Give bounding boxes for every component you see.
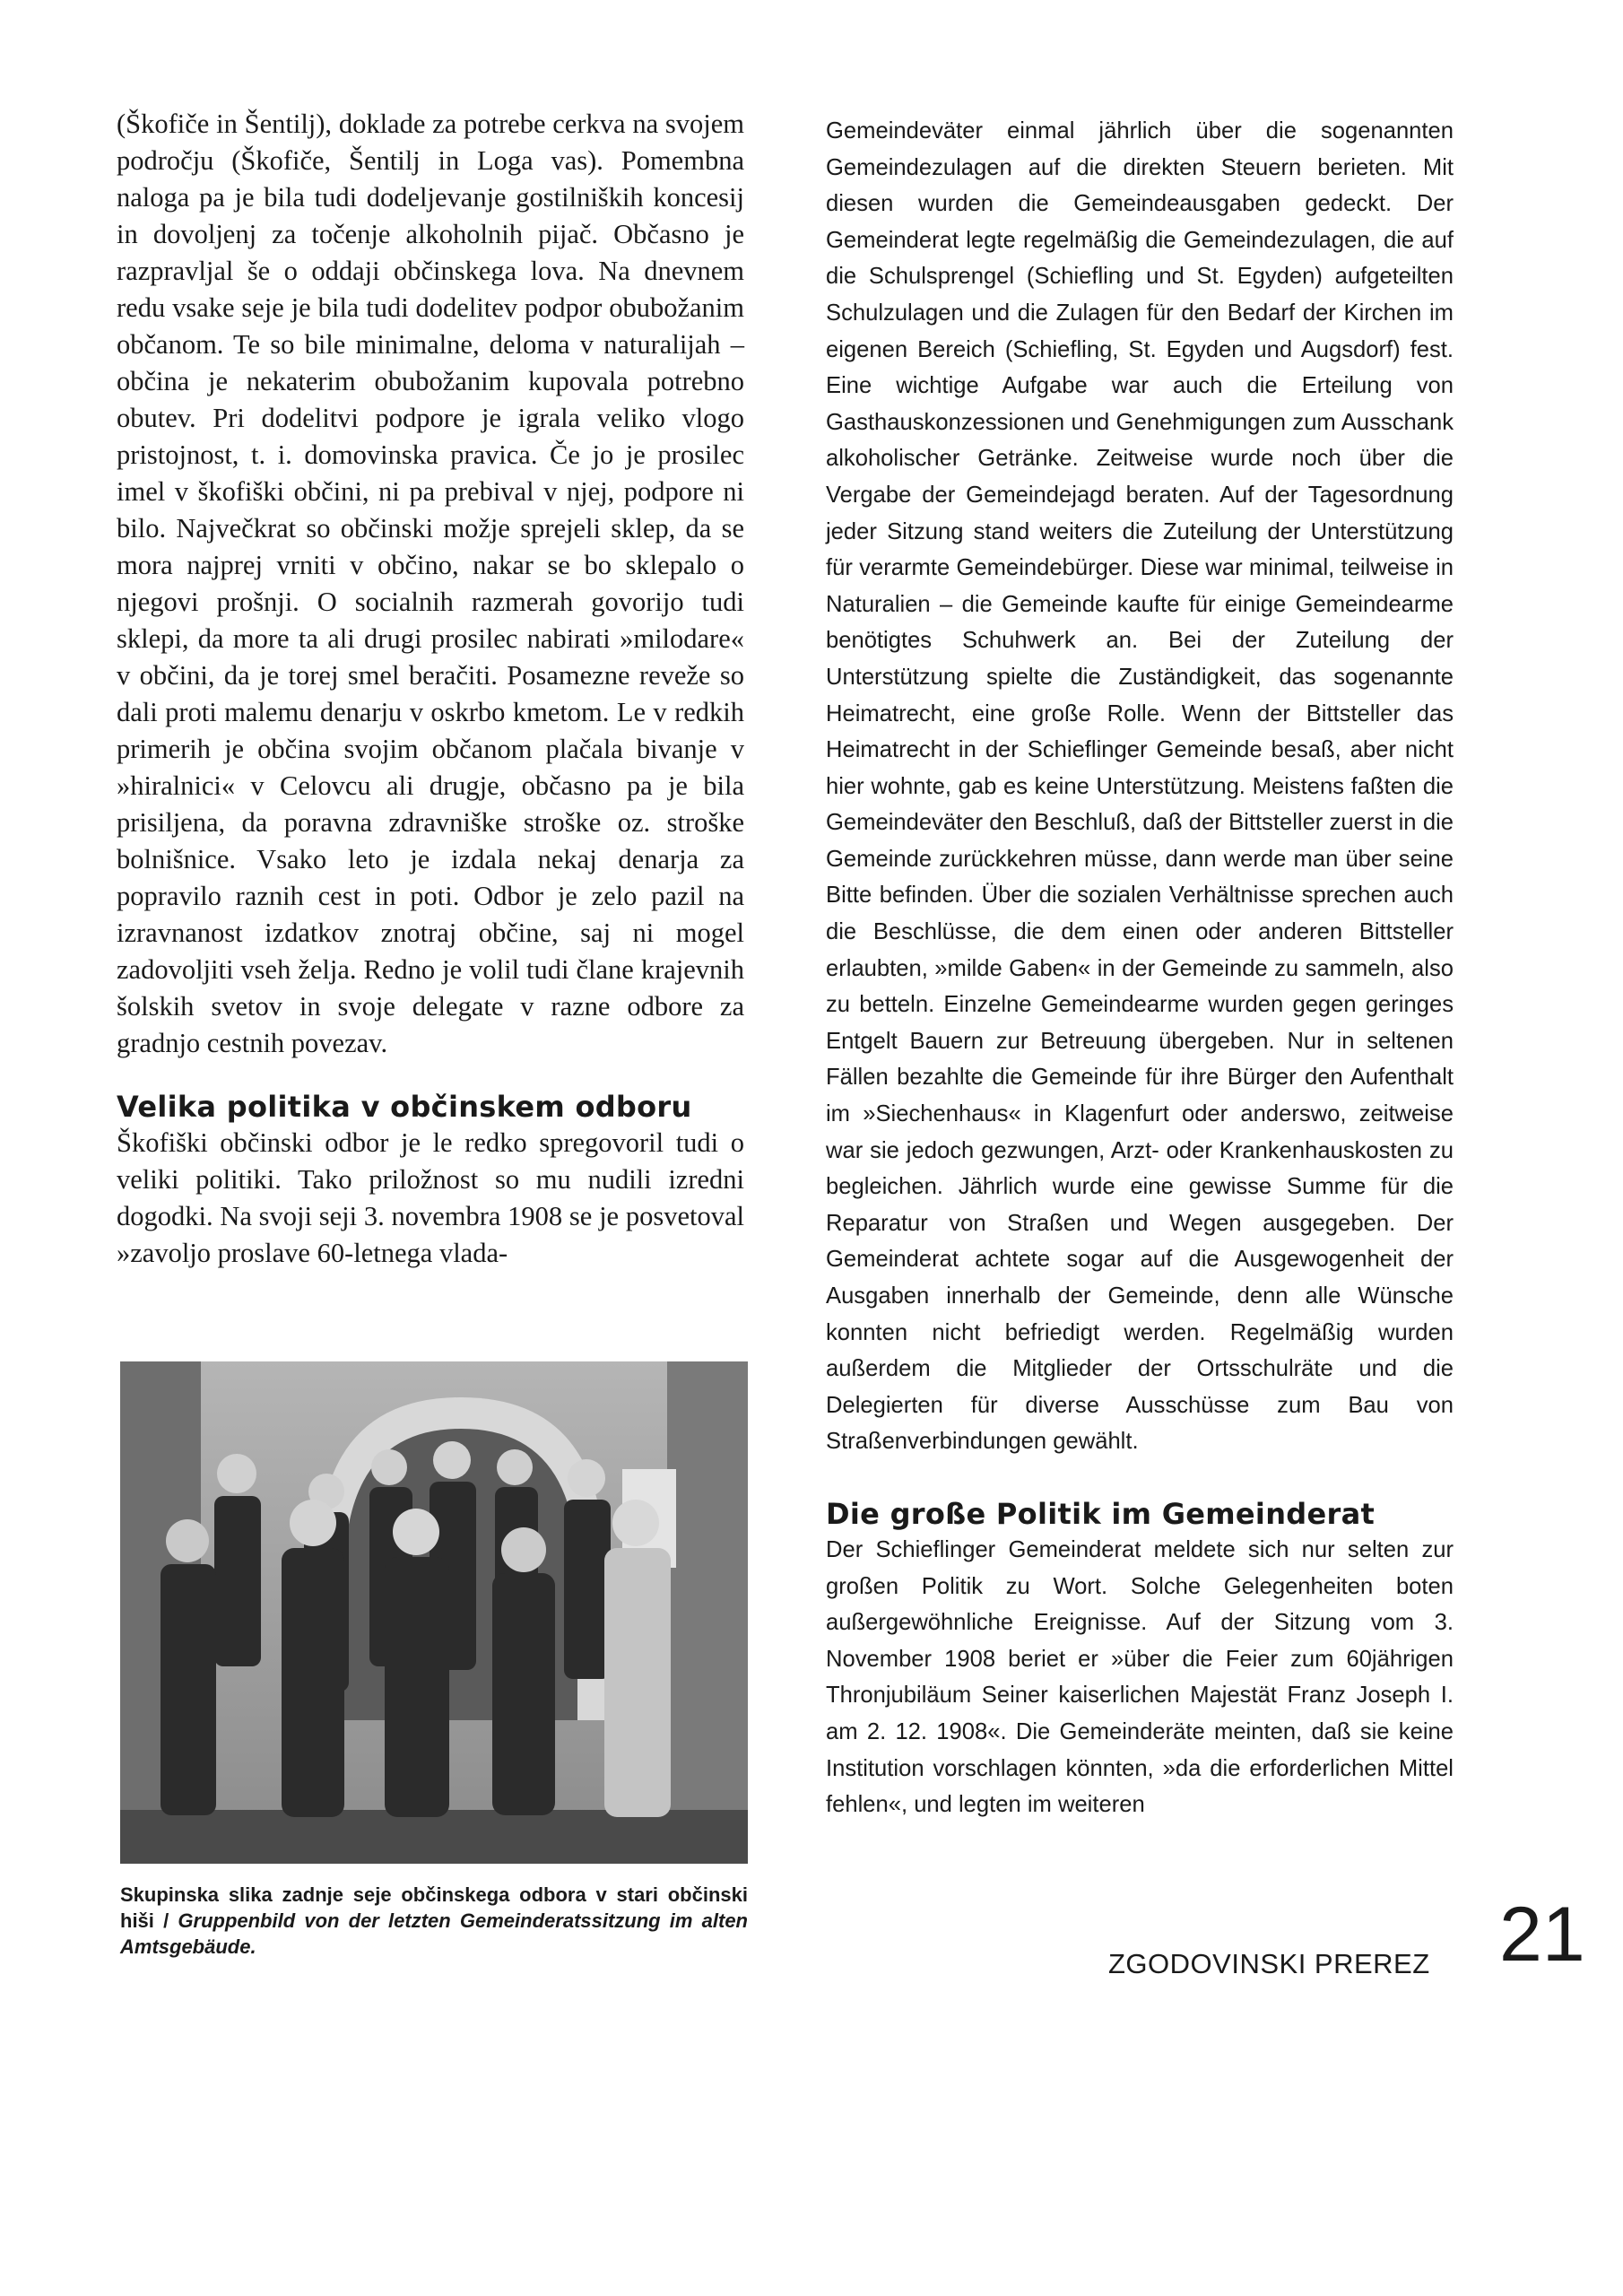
right-paragraph-1: Gemeindeväter einmal jährlich über die sogenannten Gemeindezulagen auf die direkten Steuern berieten. Mit diesen wurden die Gemeindeausgaben gedeckt. Der Gemeinderat legte regelmäßig die Gemeindezulagen, die auf die Schulsprengel (Schiefling und St. Egyden) aufgeteilten Schulzulagen und die Zulagen für den Bedarf der Kirchen im eigenen Bereich (Schiefling, St. Egyden und Augsdorf) fest. Eine wichtige Aufgabe war auch die Erteilung von Gasthauskonzessionen und Genehmigungen zum Ausschank alkoholischer Getränke. Zeitweise wurde noch über die Vergabe der Gemeindejagd beraten. Auf der Tagesordnung jeder Sitzung stand weiters die Zuteilung der Unterstützung für verarmte Gemeindebürger. Diese war minimal, teilweise in Naturalien – die Gemeinde kaufte für einige Gemeindearme benötigtes Schuhwerk an. Bei der Zuteilung der Unterstützung spielte die Zuständigkeit, das sogenannte Heimatrecht, eine große Rolle. Wenn der Bittsteller das Heimatrecht in der Schieflinger Gemeinde besaß, aber nicht hier wohnte, gab es keine Unterstützung. Meistens faßten die Gemeindeväter den Beschluß, daß der Bittsteller zuerst in die Gemeinde zurückkehren müsse, dann werde man über seine Bitte befinden. Über die sozialen Verhältnisse sprechen auch die Beschlüsse, die dem einen oder anderen Bittsteller erlaubten, »milde Gaben« in der Gemeinde zu sammeln, also zu betteln. Einzelne Gemeindearme wurden gegen geringes Entgelt Bauern zur Betreuung übergeben. Nur in seltenen Fällen bezahlte die Gemeinde für ihre Bürger den Aufenthalt im »Siechenhaus« in Klagenfurt oder anderswo, zeitweise war sie jedoch gezwungen, Arzt- oder Krankenhauskosten zu begleichen. Jährlich wurde eine gewisse Summe für die Reparatur von Straßen und Wegen ausgegeben. Der Gemeinderat achtete sogar auf die Ausgewogenheit der Ausgaben innerhalb der Gemeinde, denn alle Wünsche konnten nicht befriedigt werden. Regelmäßig wurden außerdem die Mitglieder der Ortsschulräte und die Delegierten für diverse Ausschüsse zum Bau von Straßenverbindungen gewählt. (826, 118, 1454, 1455)
caption-slovenian: Skupinska slika zadnje seje občinskega odbora v stari občinski hiši / (120, 1883, 748, 1932)
left-column-slovenian (117, 106, 744, 1272)
footer-section-title: ZGODOVINSKI PREREZ (1108, 1948, 1430, 1979)
right-column-german (826, 113, 1454, 1823)
right-paragraph-2: Der Schieflinger Gemeinderat meldete sich nur selten zur großen Politik zu Wort. Solche Gelegenheiten boten außergewöhnliche Ereignisse. Auf der Sitzung vom 3. November 1908 beriet er »über die Feier zum 60jährigen Thronjubiläum Seiner kaiserlichen Majestät Franz Joseph I. am 2. 12. 1908«. Die Gemeinderäte meinten, daß sie keine Institution vorschlagen könnten, »da die erforderlichen Mittel fehlen«, und legten im weiteren (826, 1536, 1454, 1818)
right-section-heading: Die große Politik im Gemeinderat (826, 1496, 1376, 1531)
photo-caption (120, 1882, 748, 1960)
left-paragraph-1: (Škofiče in Šentilj), doklade za potrebe cerkva na svojem področju (Škofiče, Šentilj in Loga vas). Pomembna naloga pa je bila tudi dodeljevanje gostilniških koncesij in dovoljenj za točenje alkoholnih pijač. Občasno je razpravljal še o oddaji občinskega lova. Na dnevnem redu vsake seje je bila tudi dodelitev podpor obubožanim občanom. Te so bile minimalne, deloma v naturalijah – občina je nekaterim obubožanim kupovala potrebno obutev. Pri dodelitvi podpore je igrala veliko vlogo pristojnost, t. i. domovinska pravica. Če jo je prosilec imel v škofiški občini, ni pa prebival v njej, podpore ni bilo. Največkrat so občinski možje sprejeli sklep, da se mora najprej vrniti v občino, nakar se bo sklepalo o njegovi prošnji. O socialnih razmerah govorijo tudi sklepi, da more ta ali drugi prosilec nabirati »milodare« v občini, da je torej smel beračiti. Posamezne reveže so dali proti malemu denarju v oskrbo kmetom. Le v redkih primerih je občina svojim občanom plačala bivanje v »hiralnici« v Celovcu ali drugje, občasno pa je bila prisiljena, da poravna zdravniške stroške oz. stroške bolnišnice. Vsako leto je izdala nekaj denarja za popravilo raznih cest in poti. Odbor je zelo pazil na izravnanost izdatkov znotraj občine, saj ni mogel zadovoljiti vseh želja. Redno je volil tudi člane krajevnih šolskih svetov in svoje delegate v razne odbore za gradnjo cestnih povezav. (117, 109, 744, 1058)
left-paragraph-2: Škofiški občinski odbor je le redko spregovoril tudi o veliki politiki. Tako priložnost so mu nudili izredni dogodki. Na svoji seji 3. novembra 1908 se je posvetoval »zavoljo proslave 60-letnega vlada- (117, 1127, 744, 1268)
page-number: 21 (1499, 1892, 1585, 1978)
group-photo (120, 1361, 748, 1864)
caption-german: Gruppenbild von der letzten Gemeinderatssitzung im alten Amtsgebäude. (120, 1909, 748, 1958)
left-section-heading: Velika politika v občinskem odboru (117, 1090, 692, 1124)
